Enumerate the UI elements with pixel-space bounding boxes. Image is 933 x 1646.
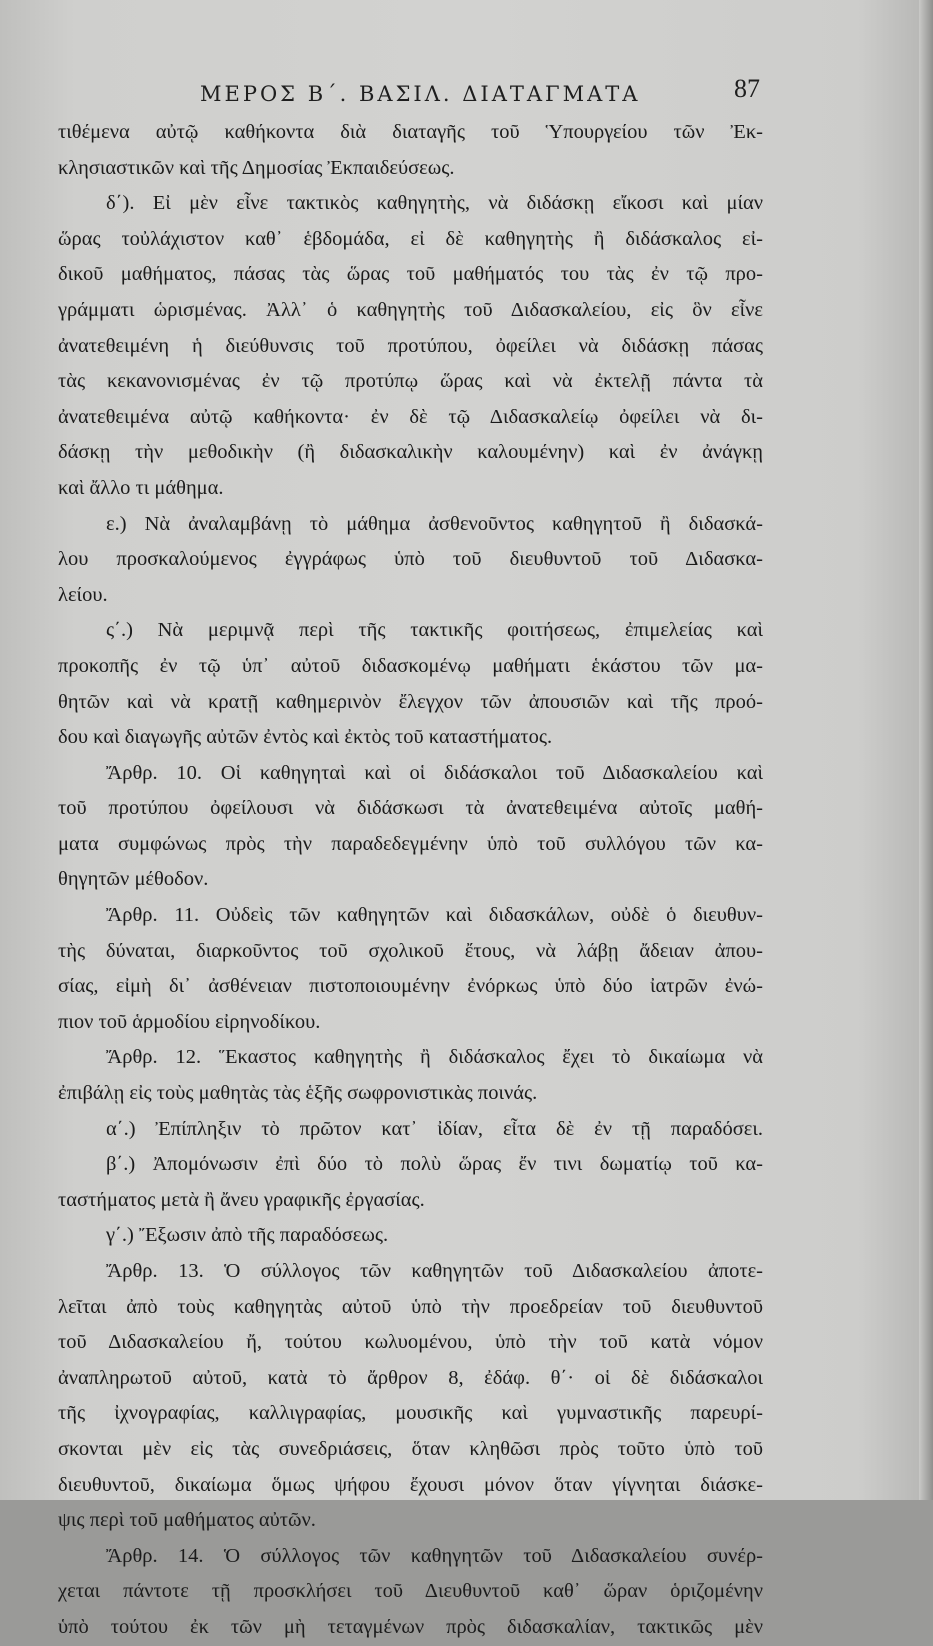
text-line: ἀναπληρωτοῦ αὐτοῦ, κατὰ τὸ ἄρθρον 8, ἐδάφ. θ΄· οἱ δὲ διδάσκαλοι <box>58 1366 763 1389</box>
text-line: Ἄρθρ. 12. Ἕκαστος καθηγητὴς ἢ διδάσκαλος ἔχει τὸ δικαίωμα νὰ <box>106 1046 763 1069</box>
text-line: λείου. <box>58 583 108 606</box>
text-line: Ἄρθρ. 14. Ὁ σύλλογος τῶν καθηγητῶν τοῦ Διδασκαλείου συνέρ- <box>106 1544 763 1567</box>
text-line: ε.) Νὰ ἀναλαμβάνῃ τὸ μάθημα ἀσθενοῦντος καθηγητοῦ ἢ διδασκά- <box>106 512 763 535</box>
text-line: χεται πάντοτε τῇ προσκλήσει τοῦ Διευθυντοῦ καθ᾿ ὥραν ὁριζομένην <box>58 1580 763 1603</box>
page-number: 87 <box>734 74 760 103</box>
text-line: γ΄.) Ἔξωσιν ἀπὸ τῆς παραδόσεως. <box>106 1224 389 1247</box>
text-line: θηγητῶν μέθοδον. <box>58 868 209 891</box>
text-line: προκοπῆς ἐν τῷ ὑπ᾿ αὐτοῦ διδασκομένῳ μαθήματι ἑκάστου τῶν μα- <box>58 654 763 677</box>
text-line: τοῦ Διδασκαλείου ἤ, τούτου κωλυομένου, ὑπὸ τὴν τοῦ κατὰ νόμον <box>58 1331 763 1354</box>
text-line: Ἄρθρ. 13. Ὁ σύλλογος τῶν καθηγητῶν τοῦ Διδασκαλείου ἀποτε- <box>106 1260 763 1282</box>
text-line: ὥρας τοὐλάχιστον καθ᾿ ἑβδομάδα, εἰ δὲ καθηγητὴς ἢ διδάσκαλος εἰ- <box>58 227 763 250</box>
text-line: β΄.) Ἀπομόνωσιν ἐπὶ δύο τὸ πολὺ ὥρας ἔν τινι δωματίῳ τοῦ κα- <box>106 1153 763 1176</box>
text-line: τὴς δύναται, διαρκοῦντος τοῦ σχολικοῦ ἔτους, νὰ λάβῃ ἄδειαν ἀπου- <box>58 939 763 962</box>
text-line: τιθέμενα αὐτῷ καθήκοντα διὰ διαταγῆς τοῦ Ὑπουργείου τῶν Ἐκ- <box>58 121 763 143</box>
text-line: ς΄.) Νὰ μεριμνᾷ περὶ τῆς τακτικῆς φοιτήσεως, ἐπιμελείας καὶ <box>106 619 763 642</box>
text-line: καὶ ἄλλο τι μάθημα. <box>58 476 224 499</box>
text-line: σίας, εἰμὴ δι᾿ ἀσθένειαν πιστοποιουμένην ἐνόρκως ὑπὸ δύο ἰατρῶν ἐνώ- <box>58 975 763 998</box>
text-line: ματα συμφώνως πρὸς τὴν παραδεδεγμένην ὑπὸ τοῦ συλλόγου τῶν κα- <box>58 832 763 855</box>
text-line: ταστήματος μετὰ ἢ ἄνευ γραφικῆς ἐργασίας. <box>58 1188 425 1211</box>
page-edge-shadow <box>919 0 933 1500</box>
text-line: τὰς κεκανονισμένας ἐν τῷ προτύπῳ ὥρας καὶ νὰ ἐκτελῇ πάντα τὰ <box>58 370 763 393</box>
text-line: ψις περὶ τοῦ μαθήματος αὐτῶν. <box>58 1509 316 1532</box>
text-line: διευθυντοῦ, δικαίωμα ὅμως ψήφου ἔχουσι μόνον ὅταν γίγνηται διάσκε- <box>58 1473 763 1496</box>
text-line: γράμματι ὡρισμένας. Ἀλλ᾿ ὁ καθηγητὴς τοῦ Διδασκαλείου, εἰς ὃν εἶνε <box>58 298 763 321</box>
body-text <box>58 115 763 1646</box>
text-line: ἀνατεθειμένη ἡ διεύθυνσις τοῦ προτύπου, ὀφείλει νὰ διδάσκῃ πάσας <box>58 334 763 357</box>
text-line: κλησιαστικῶν καὶ τῆς Δημοσίας Ἐκπαιδεύσεως. <box>58 156 455 179</box>
text-line: τῆς ἰχνογραφίας, καλλιγραφίας, μουσικῆς καὶ γυμναστικῆς παρευρί- <box>58 1402 763 1425</box>
text-line: λεῖται ἀπὸ τοὺς καθηγητὰς αὐτοῦ ὑπὸ τὴν προεδρείαν τοῦ διευθυντοῦ <box>58 1295 763 1318</box>
text-line: λου προσκαλούμενος ἐγγράφως ὑπὸ τοῦ διευθυντοῦ τοῦ Διδασκα- <box>58 548 763 571</box>
text-line: δικοῦ μαθήματος, πάσας τὰς ὥρας τοῦ μαθήματός του τὰς ἐν τῷ προ- <box>58 263 763 286</box>
text-line: Ἄρθρ. 10. Οἱ καθηγηταὶ καὶ οἱ διδάσκαλοι τοῦ Διδασκαλείου καὶ <box>106 761 763 784</box>
text-line: Ἄρθρ. 11. Οὐδεὶς τῶν καθηγητῶν καὶ διδασκάλων, οὐδὲ ὁ διευθυν- <box>106 904 763 927</box>
text-line: πιον τοῦ ἁρμοδίου εἰρηνοδίκου. <box>58 1010 321 1033</box>
text-line: δάσκῃ τὴν μεθοδικὴν (ἢ διδασκαλικὴν καλουμένην) καὶ ἐν ἀνάγκῃ <box>58 441 763 464</box>
text-line: δου καὶ διαγωγῆς αὐτῶν ἐντὸς καὶ ἐκτὸς τοῦ καταστήματος. <box>58 726 553 749</box>
text-line: ἐπιβάλῃ εἰς τοὺς μαθητὰς τὰς ἑξῆς σωφρονιστικὰς ποινάς. <box>58 1082 538 1105</box>
running-head: ΜΕΡΟΣ Β΄. ΒΑΣΙΛ. ΔΙΑΤΑΓΜΑΤΑ <box>200 82 641 106</box>
text-line: τοῦ προτύπου ὀφείλουσι νὰ διδάσκωσι τὰ ἀνατεθειμένα αὐτοῖς μαθή- <box>58 797 763 820</box>
text-line: ὑπὸ τούτου ἐκ τῶν μὴ τεταγμένων πρὸς διδασκαλίαν, τακτικῶς μὲν <box>58 1615 763 1638</box>
text-line: α΄.) Ἐπίπληξιν τὸ πρῶτον κατ᾿ ἰδίαν, εἶτα δὲ ἐν τῇ παραδόσει. <box>106 1117 763 1140</box>
text-line: θητῶν καὶ νὰ κρατῇ καθημερινὸν ἔλεγχον τῶν ἀπουσιῶν καὶ τῆς προό- <box>58 690 763 713</box>
text-line: ἀνατεθειμένα αὐτῷ καθήκοντα· ἐν δὲ τῷ Διδασκαλείῳ ὀφείλει νὰ δι- <box>58 405 763 428</box>
text-line: σκονται μὲν εἰς τὰς συνεδριάσεις, ὅταν κληθῶσι πρὸς τοῦτο ὑπὸ τοῦ <box>58 1437 763 1460</box>
text-line: δ΄). Εἰ μὲν εἶνε τακτικὸς καθηγητὴς, νὰ διδάσκῃ εἴκοσι καὶ μίαν <box>106 192 763 215</box>
page-header <box>60 72 760 112</box>
